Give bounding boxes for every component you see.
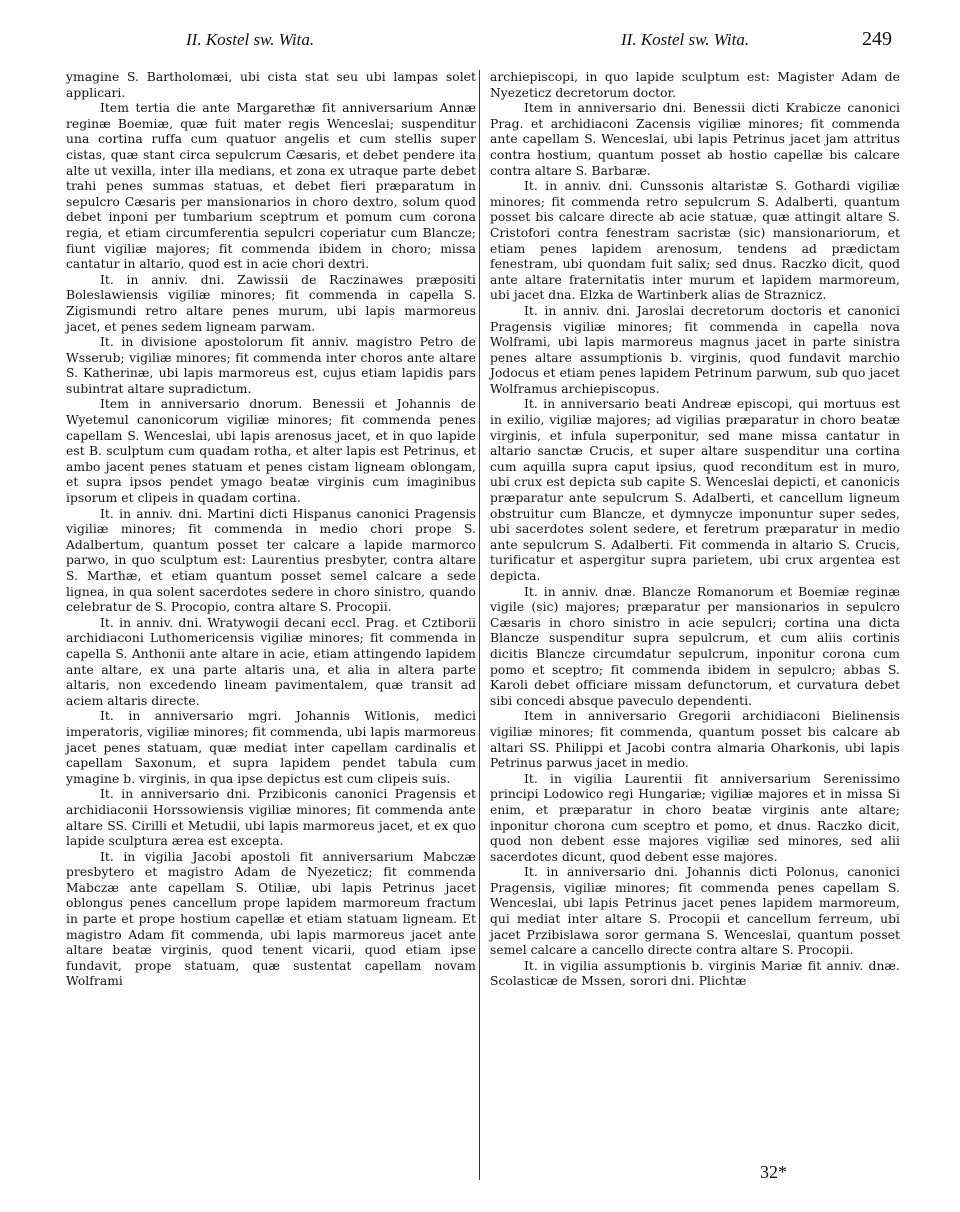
running-header	[66, 30, 930, 54]
right-text-column	[490, 70, 900, 990]
paragraph: It. in anniversario dni. Przibiconis canonici Pragensis et archidiaconii Horssowiensis vigiliæ minores; fit commenda ante altare SS. Cirilli et Metudii, ubi lapis marmoreus jacet, et ex quo lapide sculptura ærea est excepta.	[66, 787, 476, 849]
paragraph: It. in anniversario mgri. Johannis Witlonis, medici imperatoris, vigiliæ minores; fit commenda, ubi lapis marmoreus jacet penes statuam, quæ mediat inter capellam cardinalis et capellam Saxonum, et supra lapidem pendet tabula cum ymagine b. virginis, in qua ipse depictus est cum clipeis suis.	[66, 709, 476, 786]
paragraph: Item in anniversario dnorum. Benessii et Johannis de Wyetemul canonicorum vigiliæ minores; fit commenda penes capellam S. Wenceslai, ubi lapis arenosus jacet, et in quo lapide est B. sculptum cum quadam rotha, et alter lapis est Petrinus, et ambo jacent penes statuam et penes cistam ligneam oblongam, et supra ipsos pendet ymago beatæ virginis cum imaginibus ipsorum et clipeis in quadam cortina.	[66, 397, 476, 506]
paragraph: Item in anniversario dni. Benessii dicti Krabicze canonici Prag. et archidiaconi Zacensis vigiliæ minores; fit commenda ante capellam S. Wenceslai, ubi lapis Petrinus jacet jam attritus contra hostium, quantum posset ab hostio capellæ bis calcare contra altare S. Barbaræ.	[490, 101, 900, 178]
paragraph: It. in anniv. dni. Cunssonis altaristæ S. Gothardi vigiliæ minores; fit commenda retro sepulcrum S. Adalberti, quantum posset bis calcare directe ab acie statuæ, quæ attingit altare S. Cristofori contra fenestram sacristæ (sic) mansionariorum, et etiam penes lapidem arenosum, tendens ad prædictam fenestram, ubi quondam fuit salix; sed dnus. Raczko dicit, quod ante altare fraternitatis inter murum et lapidem marmoreum, ubi jacet dna. Elzka de Wartinberk alias de Straznicz.	[490, 179, 900, 303]
paragraph: ymagine S. Bartholomæi, ubi cista stat seu ubi lampas solet applicari.	[66, 70, 476, 100]
paragraph: Item tertia die ante Margarethæ fit anniversarium Annæ reginæ Boemiæ, quæ fuit mater regis Wenceslai; suspenditur una cortina ruffa cum quatuor angelis et cum stellis super cistas, quæ stant circa sepulcrum Cæsaris, et debet pendere ita alte ut vexilla, inter illa medians, et zona ex utraque parte debet trahi penes summas statuas, et debet fieri præparatum in sepulcro Cæsaris per mansionarios in choro dextro, solum quod debet inponi per tumbarium sceptrum et pomum cum corona regia, et etiam circumferentia sepulcri coperiatur cum Blancze; fiunt vigiliæ majores; fit commenda ibidem in choro; missa cantatur in altario, quod est in acie chori dextri.	[66, 101, 476, 272]
paragraph: It. in divisione apostolorum fit anniv. magistro Petro de Wsserub; vigiliæ minores; fit commenda inter choros ante altare S. Katherinæ, ubi lapis marmoreus est, cujus etiam lapidis pars subintrat altare supradictum.	[66, 335, 476, 396]
paragraph: It. in anniversario beati Andreæ episcopi, qui mortuus est in exilio, vigiliæ majores; ad vigilias præparatur in choro beatæ virginis, et infula superponitur, sed mane missa cantatur in altario sanctæ Crucis, et super altare suspenditur una cortina cum aquilla supra caput ipsius, quod reconditum est in muro, ubi crux est depicta sub capite S. Wenceslai depicti, et canonicis præparatur ante sepulcrum S. Adalberti, et cancellum ligneum obstruitur cum Blancze, et dymnycze imponuntur super sedes, ubi sacerdotes solent sedere, et feretrum præparatur in medio ante sepulcrum S. Adalberti. Fit commenda in altario S. Crucis, turificatur et aspergitur supra parietem, ubi crux argentea est depicta.	[490, 397, 900, 583]
header-left-title: II. Kostel sw. Wita.	[186, 30, 315, 49]
signature-mark: 32*	[760, 1162, 787, 1182]
paragraph: It. in anniv. dni. Jaroslai decretorum doctoris et canonici Pragensis vigiliæ minores; fit commenda in capella nova Wolframi, ubi lapis marmoreus magnus jacet in parte sinistra penes altare assumptionis b. virginis, quod fundavit marchio Jodocus et etiam penes lapidem Petrinum parwum, sub quo jacet Wolframus archiepiscopus.	[490, 303, 900, 396]
paragraph: Item in anniversario Gregorii archidiaconi Bielinensis vigiliæ minores; fit commenda, quantum posset bis calcare ab altari SS. Philippi et Jacobi contra almaria Oharkonis, ubi lapis Petrinus parwus jacet in medio.	[490, 709, 900, 771]
paragraph: It. in vigilia Jacobi apostoli fit anniversarium Mabczæ presbytero et magistro Adam de Nyezeticz; fit commenda Mabczæ ante capellam S. Otiliæ, ubi lapis Petrinus jacet oblongus penes cancellum prope lapidem marmoreum fractum in parte et prope hostium capellæ et etiam statuam ligneam. Et magistro Adam fit commenda, ubi lapis marmoreus jacet ante altare beatæ virginis, quod tenent vicarii, quod etiam ipse fundavit, prope statuam, quæ sustentat capellam novam Wolframi	[66, 849, 476, 989]
column-divider	[479, 70, 480, 1180]
paragraph: It. in anniv. dni. Martini dicti Hispanus canonici Pragensis vigiliæ minores; fit commenda in medio chori prope S. Adalbertum, quantum posset ter calcare a lapide marmorco parwo, in quo sculptum est: Laurentius presbyter, contra altare S. Marthæ, et etiam quantum posset semel calcare a sede lignea, in qua solent sacerdotes sedere in choro sinistro, quando celebratur de S. Procopio, contra altare S. Procopii.	[66, 506, 476, 615]
header-right-title: II. Kostel sw. Wita.	[621, 30, 750, 49]
page-number: 249	[862, 28, 892, 50]
left-text-column	[66, 70, 476, 990]
paragraph: It. in anniv. dni. Wratywogii decani eccl. Prag. et Cztiborii archidiaconi Luthomericensis vigiliæ minores; fit commenda in capella S. Anthonii ante altare in acie, etiam attingendo lapidem ante altare, ex una parte altaris una, et alia in altera parte altaris, non excedendo lineam pavimentalem, quæ transit ad aciem altaris directe.	[66, 615, 476, 708]
paragraph: It. in anniv. dnæ. Blancze Romanorum et Boemiæ reginæ vigile (sic) majores; præparatur per mansionarios in sepulcro Cæsaris in choro sinistro in acie sepulcri; cortina una dicta Blancze suspenditur supra sepulcrum, et cum aliis cortinis dicitis Blancze circumdatur sepulcrum, inponitur corona cum pomo et sceptro; fit commenda ibidem in sepulcro; abbas S. Karoli debet officiare missam defunctorum, et curvatura debet sibi concedi absque paveculo dependenti.	[490, 584, 900, 708]
paragraph: It. in vigilia assumptionis b. virginis Mariæ fit anniv. dnæ. Scolasticæ de Mssen, sorori dni. Plichtæ	[490, 958, 900, 989]
paragraph: It. in anniv. dni. Zawissii de Raczinawes præpositi Boleslawiensis vigiliæ minores; fit commenda in capella S. Zigismundi retro altare penes murum, ubi lapis marmoreus jacet, et penes sedem ligneam parwam.	[66, 272, 476, 334]
paragraph: It. in anniversario dni. Johannis dicti Polonus, canonici Pragensis, vigiliæ minores; fit commenda penes capellam S. Wenceslai, ubi lapis Petrinus jacet penes lapidem marmoreum, qui mediat inter altare S. Procopii et cancellum ferreum, ubi jacet Przibislawa soror germana S. Wenceslai, quantum posset semel calcare a cancello directe contra altare S. Procopii.	[490, 865, 900, 958]
paragraph: It. in vigilia Laurentii fit anniversarium Serenissimo principi Lodowico regi Hungariæ; vigiliæ majores et in missa Si enim, et præparatur in choro beatæ virginis ante altare; inponitur chorona cum sceptro et pomo, et dnus. Raczko dicit, quod non debent esse majores vigiliæ sed minores, sed alii sacerdotes dicunt, quod debent esse majores.	[490, 771, 900, 864]
paragraph: archiepiscopi, in quo lapide sculptum est: Magister Adam de Nyezeticz decretorum doctor.	[490, 70, 900, 100]
